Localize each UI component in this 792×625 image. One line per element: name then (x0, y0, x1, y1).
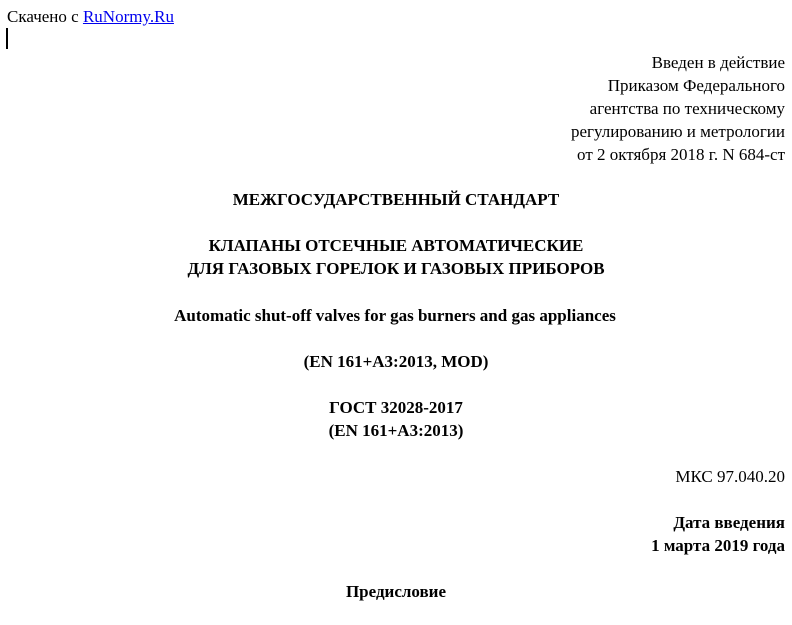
standard-number-reference: (EN 161+A3:2013) (328, 421, 464, 440)
download-source-line (7, 5, 174, 28)
standard-number-block (0, 396, 792, 442)
mks-code: МКС 97.040.20 (675, 467, 785, 486)
text-cursor (6, 28, 8, 49)
enactment-line: Приказом Федерального (607, 76, 785, 95)
enactment-line: Введен в действие (651, 53, 785, 72)
source-link[interactable]: RuNormy.Ru (82, 7, 174, 26)
standard-title-en: Automatic shut-off valves for gas burners and gas appliances (174, 306, 616, 325)
intro-date-block (651, 511, 785, 557)
enactment-block (571, 51, 785, 166)
enactment-line: агентства по техническому (589, 99, 785, 118)
standard-type: МЕЖГОСУДАРСТВЕННЫЙ СТАНДАРТ (232, 190, 560, 209)
intro-date-value: 1 марта 2019 года (651, 536, 785, 555)
standard-number: ГОСТ 32028-2017 (329, 398, 463, 417)
foreword-heading: Предисловие (345, 582, 447, 601)
title-ru-line: КЛАПАНЫ ОТСЕЧНЫЕ АВТОМАТИЧЕСКИЕ (208, 236, 584, 255)
enactment-line: от 2 октября 2018 г. N 684-ст (577, 145, 785, 164)
standard-title-ru (0, 234, 792, 280)
download-prefix: Скачено с (7, 7, 79, 26)
title-ru-line: ДЛЯ ГАЗОВЫХ ГОРЕЛОК И ГАЗОВЫХ ПРИБОРОВ (187, 259, 605, 278)
standard-reference: (EN 161+A3:2013, MOD) (303, 352, 489, 371)
enactment-line: регулированию и метрологии (570, 122, 785, 141)
intro-date-label: Дата введения (673, 513, 785, 532)
